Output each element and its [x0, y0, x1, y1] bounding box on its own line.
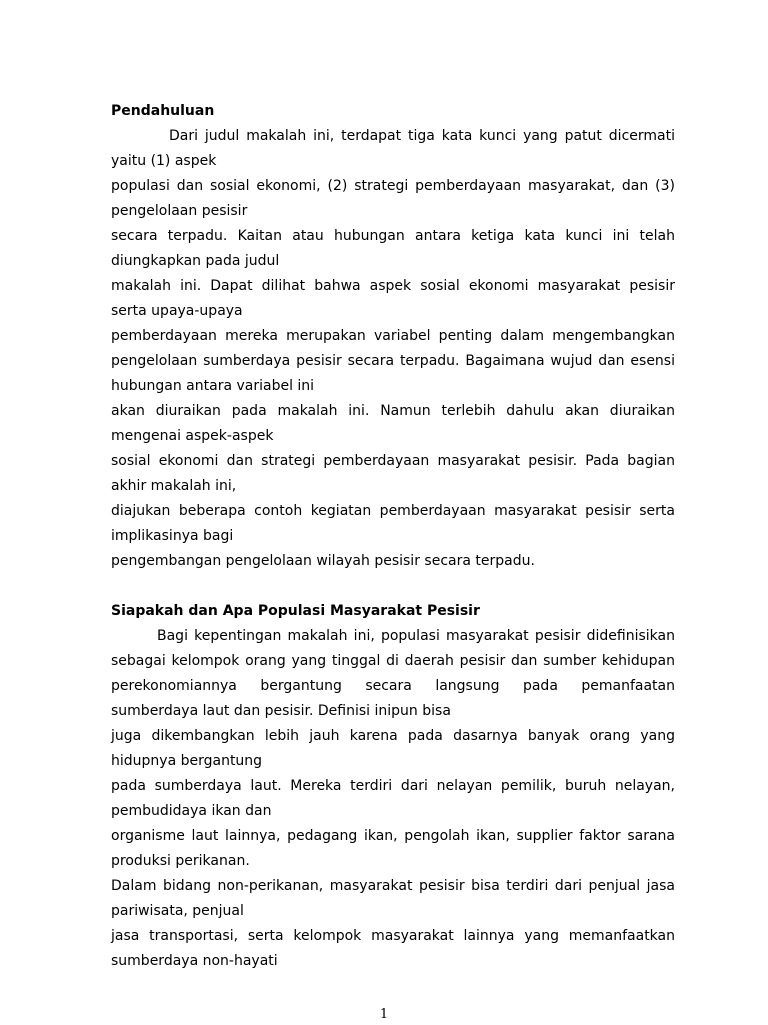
paragraph-line: jasa transportasi, serta kelompok masyarakat lainnya yang memanfaatkan [111, 928, 675, 944]
paragraph-line: implikasinya bagi [111, 528, 234, 544]
paragraph-line: yaitu (1) aspek [111, 153, 217, 169]
paragraph-line: pemberdayaan mereka merupakan variabel penting dalam mengembangkan [111, 328, 675, 344]
paragraph-line: produksi perikanan. [111, 853, 250, 869]
paragraph-line: populasi dan sosial ekonomi, (2) strategi pemberdayaan masyarakat, dan (3) [111, 178, 675, 194]
paragraph-line: diajukan beberapa contoh kegiatan pemberdayaan masyarakat pesisir serta [111, 503, 675, 519]
section-heading-pendahuluan: Pendahuluan [111, 103, 215, 119]
document-content [111, 99, 675, 974]
paragraph-line: sumberdaya laut dan pesisir. Definisi inipun bisa [111, 703, 451, 719]
page-number: 1 [379, 1007, 389, 1022]
paragraph-line: hubungan antara variabel ini [111, 378, 315, 394]
paragraph-line: pariwisata, penjual [111, 903, 244, 919]
paragraph-line: hidupnya bergantung [111, 753, 263, 769]
paragraph-line: pengelolaan sumberdaya pesisir secara terpadu. Bagaimana wujud dan esensi [111, 353, 675, 369]
paragraph-line: juga dikembangkan lebih jauh karena pada dasarnya banyak orang yang [111, 728, 675, 744]
paragraph-line: makalah ini. Dapat dilihat bahwa aspek sosial ekonomi masyarakat pesisir [111, 278, 675, 294]
paragraph-line: sosial ekonomi dan strategi pemberdayaan masyarakat pesisir. Pada bagian [111, 453, 675, 469]
section-heading-populasi: Siapakah dan Apa Populasi Masyarakat Pesisir [111, 603, 480, 619]
paragraph-line: organisme laut lainnya, pedagang ikan, pengolah ikan, supplier faktor sarana [111, 828, 675, 844]
paragraph-line: Dalam bidang non-perikanan, masyarakat pesisir bisa terdiri dari penjual jasa [111, 878, 675, 894]
paragraph-line: pembudidaya ikan dan [111, 803, 272, 819]
paragraph-line: Bagi kepentingan makalah ini, populasi masyarakat pesisir didefinisikan [157, 628, 675, 644]
paragraph-line: pengembangan pengelolaan wilayah pesisir secara terpadu. [111, 553, 535, 569]
paragraph-line: akhir makalah ini, [111, 478, 237, 494]
paragraph-line: sumberdaya non-hayati [111, 953, 278, 969]
paragraph-line: perekonomiannya bergantung secara langsung pada pemanfaatan [111, 678, 675, 694]
paragraph-line: pada sumberdaya laut. Mereka terdiri dari nelayan pemilik, buruh nelayan, [111, 778, 675, 794]
paragraph-line: pengelolaan pesisir [111, 203, 248, 219]
paragraph-line: diungkapkan pada judul [111, 253, 280, 269]
paragraph-line: akan diuraikan pada makalah ini. Namun terlebih dahulu akan diuraikan [111, 403, 675, 419]
section-spacer [111, 574, 675, 599]
paragraph-line: secara terpadu. Kaitan atau hubungan antara ketiga kata kunci ini telah [111, 228, 675, 244]
section-body-populasi [111, 624, 675, 974]
paragraph-line: mengenai aspek-aspek [111, 428, 274, 444]
paragraph-line: sebagai kelompok orang yang tinggal di daerah pesisir dan sumber kehidupan [111, 653, 675, 669]
section-body-pendahuluan [111, 124, 675, 574]
paragraph-line: serta upaya-upaya [111, 303, 243, 319]
paragraph-line: Dari judul makalah ini, terdapat tiga kata kunci yang patut dicermati [169, 128, 675, 144]
